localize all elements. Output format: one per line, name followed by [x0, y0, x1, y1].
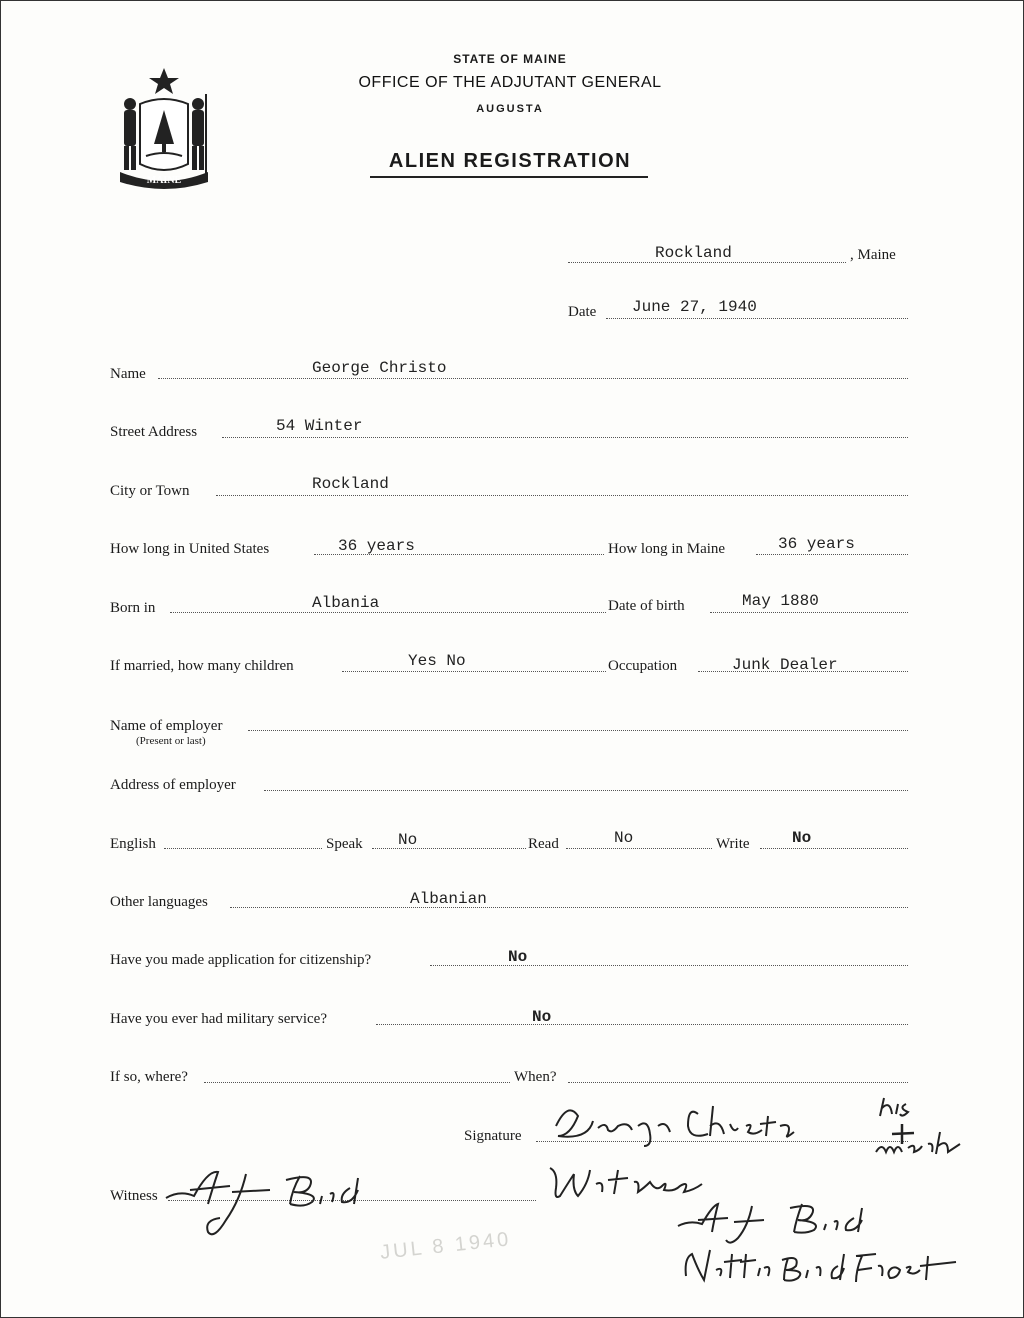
citizenship-label: Have you made application for citizenship?	[110, 952, 372, 968]
dob-line	[710, 612, 908, 613]
dob-label: Date of birth	[608, 598, 685, 614]
form-title: ALIEN REGISTRATION	[388, 150, 632, 172]
where-line	[204, 1082, 510, 1083]
where-label: If so, where?	[110, 1069, 188, 1085]
date-line	[606, 318, 908, 319]
children-value: Yes No	[408, 652, 466, 670]
employer-address-line	[264, 790, 908, 791]
maine-time-line	[756, 554, 908, 555]
witness-label: Witness	[110, 1188, 158, 1204]
date-value: June 27, 1940	[632, 298, 757, 316]
read-value: No	[614, 829, 634, 847]
name-line	[158, 378, 908, 379]
military-line	[376, 1024, 908, 1025]
employer-line	[248, 730, 908, 731]
header-city: AUGUSTA	[476, 103, 544, 115]
english-label: English	[110, 836, 156, 852]
other-languages-label: Other languages	[110, 894, 208, 910]
witness-handwriting	[160, 1160, 400, 1250]
when-label: When?	[514, 1069, 557, 1085]
write-value: No	[792, 829, 812, 847]
write-line	[760, 848, 908, 849]
english-line	[164, 848, 322, 849]
street-label: Street Address	[110, 424, 198, 440]
military-value: No	[532, 1008, 552, 1026]
header-state: STATE OF MAINE	[453, 52, 567, 66]
other-languages-value: Albanian	[410, 890, 487, 908]
seal-banner-text: MAINE	[146, 175, 182, 186]
occupation-value: Junk Dealer	[732, 656, 838, 674]
location-city-value: Rockland	[655, 244, 732, 262]
children-label: If married, how many children	[110, 658, 294, 674]
write-label: Write	[716, 836, 750, 852]
location-line	[568, 262, 846, 263]
dob-value: May 1880	[742, 592, 819, 610]
speak-line	[372, 848, 526, 849]
location-state-label: , Maine	[850, 247, 896, 263]
occupation-label: Occupation	[608, 658, 678, 674]
born-in-label: Born in	[110, 600, 156, 616]
speak-label: Speak	[326, 836, 363, 852]
citizenship-line	[430, 965, 908, 966]
header-office: OFFICE OF THE ADJUTANT GENERAL	[358, 74, 662, 91]
us-time-value: 36 years	[338, 537, 415, 555]
citizenship-value: No	[508, 948, 528, 966]
employer-address-label: Address of employer	[110, 777, 236, 793]
military-label: Have you ever had military service?	[110, 1011, 327, 1027]
when-line	[568, 1082, 908, 1083]
speak-value: No	[398, 831, 418, 849]
street-value: 54 Winter	[276, 417, 363, 435]
title-underline	[370, 176, 648, 178]
other-languages-line	[230, 907, 908, 908]
witness-third-handwriting	[680, 1240, 960, 1296]
born-in-value: Albania	[312, 594, 380, 612]
city-line	[216, 495, 908, 496]
born-in-line	[170, 612, 606, 613]
name-label: Name	[110, 366, 146, 382]
date-label: Date	[568, 304, 597, 320]
us-time-label: How long in United States	[110, 541, 270, 557]
employer-note: (Present or last)	[136, 735, 206, 747]
children-line	[342, 671, 606, 672]
city-label: City or Town	[110, 483, 190, 499]
witness-second-handwriting	[672, 1196, 892, 1246]
his-mark-handwriting	[862, 1086, 982, 1166]
received-stamp: JUL 8 1940	[379, 1228, 513, 1264]
signature-handwriting	[548, 1096, 858, 1156]
read-label: Read	[528, 836, 559, 852]
maine-time-label: How long in Maine	[608, 541, 726, 557]
maine-state-seal	[110, 64, 218, 192]
read-line	[566, 848, 712, 849]
maine-time-value: 36 years	[778, 535, 855, 553]
employer-label: Name of employer	[110, 718, 223, 734]
street-line	[222, 437, 908, 438]
city-value: Rockland	[312, 475, 389, 493]
name-value: George Christo	[312, 359, 447, 377]
signature-label: Signature	[464, 1128, 522, 1144]
